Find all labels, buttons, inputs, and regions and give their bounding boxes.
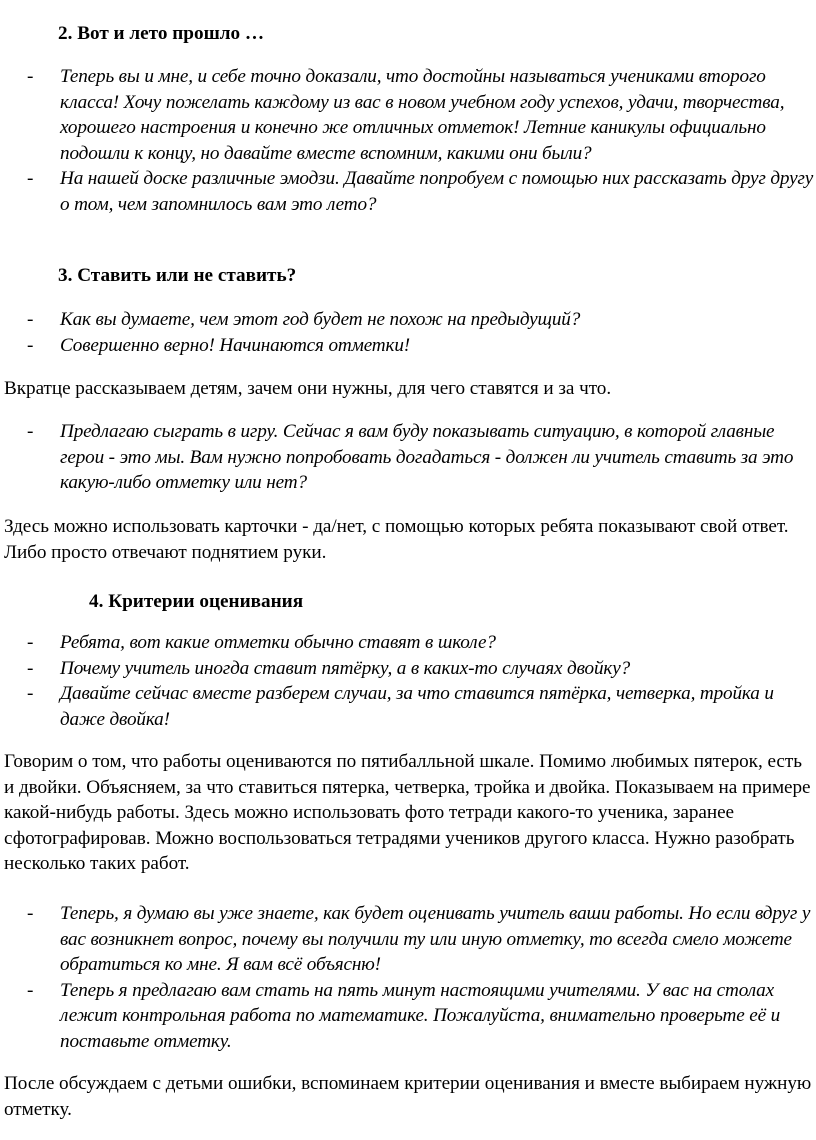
section-3b-list xyxy=(0,419,816,496)
list-item: - Предлагаю сыграть в игру. Сейчас я вам буду показывать ситуацию, в которой главные герои - это мы. Вам нужно попробовать догадаться - должен ли учитель ставить за это какую-либо отметку или нет? xyxy=(27,421,794,494)
section-heading-4: 4. Критерии оценивания xyxy=(89,591,304,612)
paragraph: Вкратце рассказываем детям, зачем они нужны, для чего ставятся и за что. xyxy=(4,378,612,399)
section-4b-list xyxy=(0,901,816,1055)
section-heading-3: 3. Ставить или не ставить? xyxy=(58,265,297,286)
paragraph: Говорим о том, что работы оцениваются по пятибалльной шкале. Помимо любимых пятерок, есть и двойки. Объясняем, за что ставиться пятерка, четверка, тройка и двойка. Показываем на примере какой-нибудь работы. Здесь можно использовать фото тетради какого-то ученика, заранее сфотографировав. Можно воспользоваться тетрадями учеников другого класса. Нужно разобрать несколько таких работ. xyxy=(4,751,811,875)
list-item: - Ребята, вот какие отметки обычно ставят в школе? xyxy=(27,632,496,653)
list-item: - Почему учитель иногда ставит пятёрку, а в каких-то случаях двойку? xyxy=(27,657,631,679)
section-2-list xyxy=(0,64,816,218)
list-item: - Совершенно верно! Начинаются отметки! xyxy=(27,334,411,356)
list-item: - На нашей доске различные эмодзи. Давайте попробуем с помощью них рассказать друг другу о том, чем запомнилось вам это лето? xyxy=(27,168,814,215)
list-item: - Как вы думаете, чем этот год будет не похож на предыдущий? xyxy=(27,309,581,330)
paragraph: Здесь можно использовать карточки - да/нет, с помощью которых ребята показывают свой ответ. Либо просто отвечают поднятием руки. xyxy=(4,516,789,563)
list-item: - Давайте сейчас вместе разберем случаи, за что ставится пятёрка, четверка, тройка и даже двойка! xyxy=(27,683,774,730)
section-heading-2: 2. Вот и лето прошло … xyxy=(58,23,265,44)
section-3-list xyxy=(0,307,816,358)
list-item: - Теперь я предлагаю вам стать на пять минут настоящими учителями. У вас на столах лежит контрольная работа по математике. Пожалуйста, внимательно проверьте её и поставьте отметку. xyxy=(27,979,781,1052)
list-item: - Теперь вы и мне, и себе точно доказали, что достойны называться учениками второго класса! Хочу пожелать каждому из вас в новом учебном году успехов, удачи, творчества, хорошего настроения и конечно же отличных отметок! Летние каникулы официально подошли к концу, но давайте вместе вспомним, какими они были? xyxy=(27,66,785,164)
list-item: - Теперь, я думаю вы уже знаете, как будет оценивать учитель ваши работы. Но если вдруг у вас возникнет вопрос, почему вы получили ту или иную отметку, то всегда смело можете обратиться ко мне. Я вам всё объясню! xyxy=(27,903,811,976)
paragraph: После обсуждаем с детьми ошибки, вспоминаем критерии оценивания и вместе выбираем нужную отметку. xyxy=(4,1073,812,1120)
section-4-list xyxy=(0,630,816,732)
